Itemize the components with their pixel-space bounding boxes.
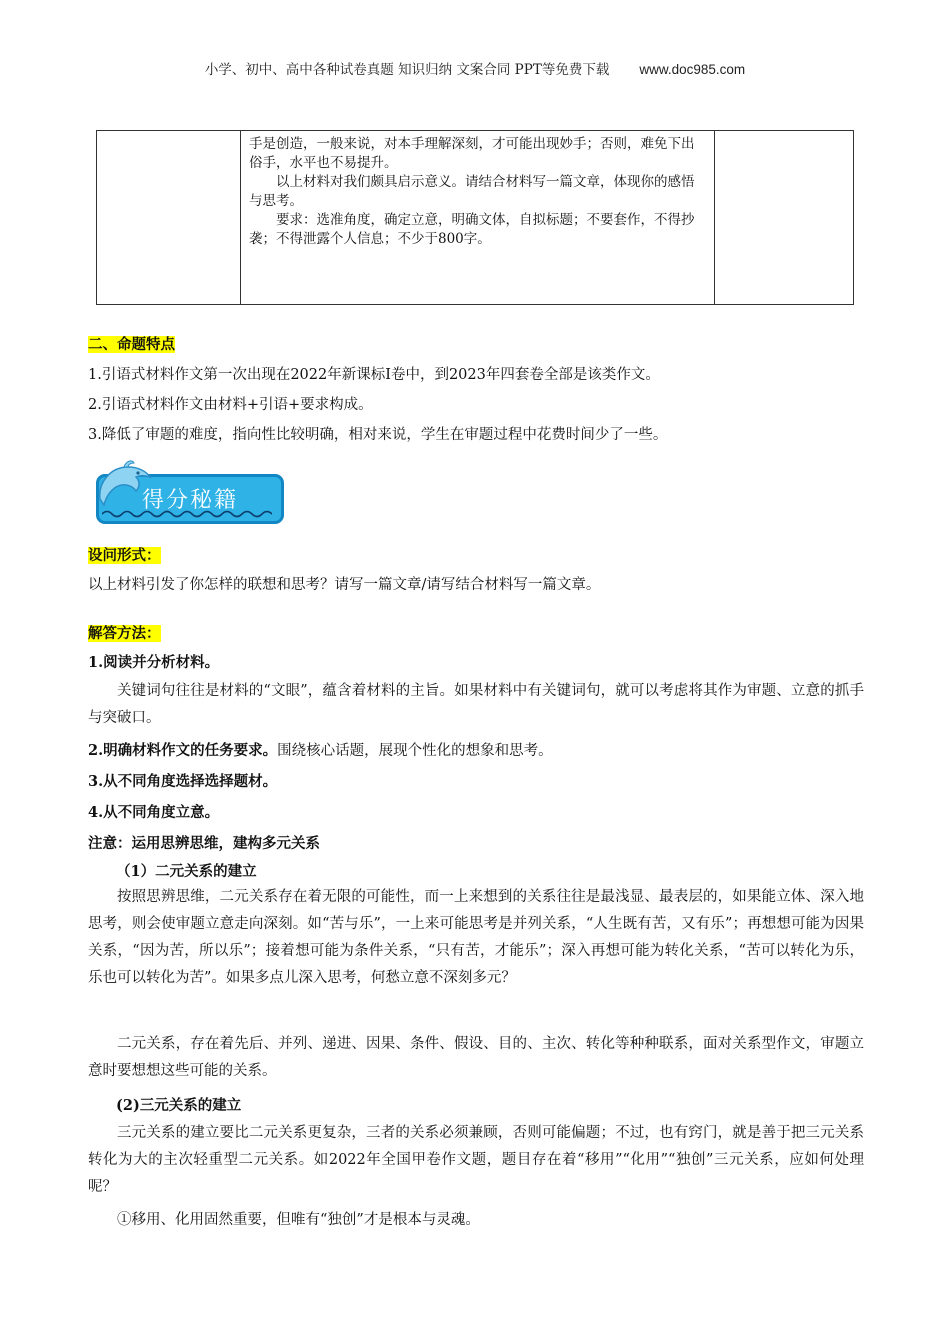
tips-banner <box>94 459 288 529</box>
table-line-2: 以上材料对我们颇具启示意义。请结合材料写一篇文章，体现你的感悟与思考。 <box>249 174 695 209</box>
header-site[interactable]: www.doc985.com <box>639 62 746 77</box>
method-note: 注意：运用思辨思维，建构多元关系 <box>88 835 320 852</box>
table-line-1: 手是创造，一般来说，对本手理解深刻，才可能出现妙手；否则，难免下出俗手，水平也不易提升。 <box>249 136 695 171</box>
material-table <box>96 130 854 305</box>
method-step-2: 2.明确材料作文的任务要求。围绕核心话题，展现个性化的想象和思考。 <box>88 742 553 759</box>
page-header <box>0 58 950 78</box>
table-line-3: 要求：选准角度，确定立意，明确文体，自拟标题；不要套作，不得抄袭；不得泄露个人信息；不少于800字。 <box>249 212 695 247</box>
method-step-1-text: 关键词句往往是材料的“文眼”，蕴含着材料的主旨。如果材料中有关键词句，就可以考虑将其作为审题、立意的抓手与突破口。 <box>88 683 864 726</box>
method-title: 解答方法： <box>88 625 161 642</box>
subsection-2-title: (2)三元关系的建立 <box>116 1097 242 1114</box>
subsection-1-para-2: 二元关系，存在着先后、并列、递进、因果、条件、假设、目的、主次、转化等种种联系，面对关系型作文，审题立意时要想想这些可能的关系。 <box>88 1036 864 1079</box>
table-cell-left <box>97 131 241 305</box>
feature-item-1: 1.引语式材料作文第一次出现在2022年新课标I卷中，到2023年四套卷全部是该类作文。 <box>88 367 660 383</box>
feature-item-3: 3.降低了审题的难度，指向性比较明确，相对来说，学生在审题过程中花费时间少了一些。 <box>88 427 668 443</box>
question-form-text: 以上材料引发了你怎样的联想和思考？请写一篇文章/请写结合材料写一篇文章。 <box>88 577 601 593</box>
table-cell-content <box>241 131 715 305</box>
subsection-1-para-1: 按照思辨思维，二元关系存在着无限的可能性，而一上来想到的关系往往是最浅显、最表层的，如果能立体、深入地思考，则会使审题立意走向深刻。如“苦与乐”，一上来可能思考是并列关系，“人生既有苦，又有乐”；再想想可能为因果关系，“因为苦，所以乐”；接着想可能为条件关系，“只有苦，才能乐”；深入再想可能为转化关系，“苦可以转化为乐，乐也可以转化为苦”。如果多点儿深入思考，何愁立意不深刻多元？ <box>88 889 864 986</box>
method-step-1: 1.阅读并分析材料。 <box>88 654 220 671</box>
table-cell-right <box>715 131 854 305</box>
banner-label: 得分秘籍 <box>142 488 239 513</box>
method-step-4: 4.从不同角度立意。 <box>88 804 220 821</box>
question-form-title: 设问形式： <box>88 547 161 564</box>
wave-decoration <box>102 509 272 519</box>
subsection-2-para-1: 三元关系的建立要比二元关系更复杂，三者的关系必须兼顾，否则可能偏题；不过，也有窍门，就是善于把三元关系转化为大的主次轻重型二元关系。如2022年全国甲卷作文题，题目存在着“移用”“化用”“独创”三元关系，应如何处理呢？ <box>88 1125 864 1195</box>
subsection-2-para-2: ①移用、化用固然重要，但唯有“独创”才是根本与灵魂。 <box>117 1212 480 1228</box>
feature-item-2: 2.引语式材料作文由材料+引语+要求构成。 <box>88 397 373 413</box>
section-title-features: 二、命题特点 <box>88 336 175 353</box>
method-step-3: 3.从不同角度选择选择题材。 <box>88 773 278 790</box>
header-text: 小学、初中、高中各种试卷真题 知识归纳 文案合同 PPT等免费下载 <box>204 62 610 78</box>
subsection-1-title: （1）二元关系的建立 <box>116 863 257 880</box>
